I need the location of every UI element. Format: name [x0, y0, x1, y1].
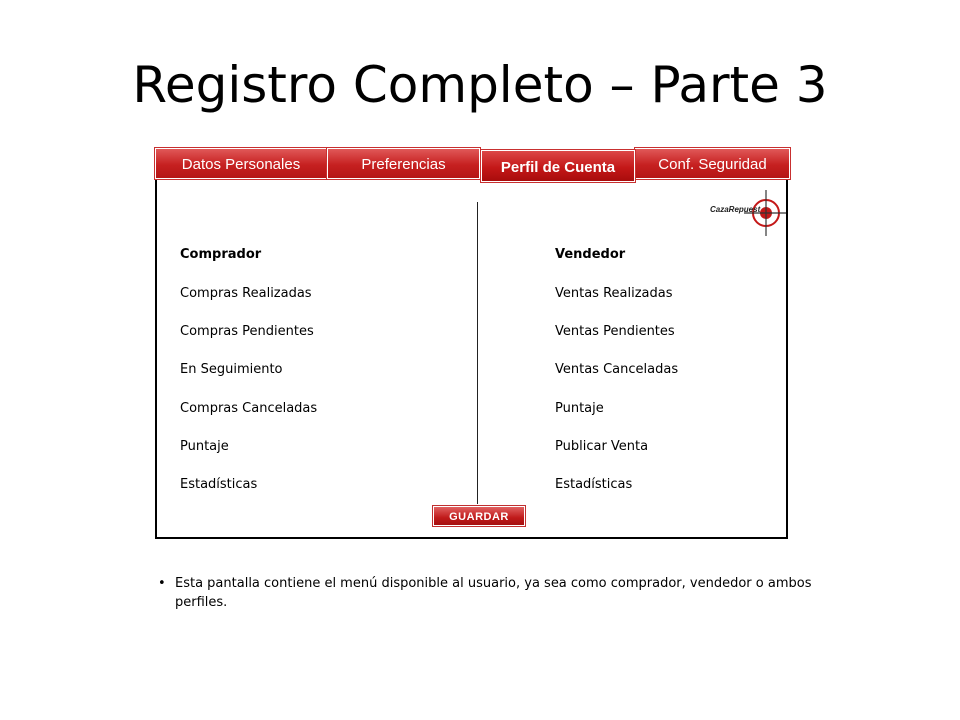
menu-buyer-estadisticas[interactable]: Estadísticas	[180, 477, 258, 492]
menu-compras-pendientes[interactable]: Compras Pendientes	[180, 324, 314, 339]
menu-buyer-puntaje[interactable]: Puntaje	[180, 439, 229, 454]
logo-text: CazaRepuest	[710, 205, 761, 214]
menu-compras-canceladas[interactable]: Compras Canceladas	[180, 401, 318, 416]
seller-heading: Vendedor	[555, 247, 626, 262]
tab-perfil-de-cuenta[interactable]: Perfil de Cuenta	[481, 150, 635, 182]
column-divider	[477, 202, 478, 504]
menu-ventas-pendientes[interactable]: Ventas Pendientes	[555, 324, 675, 339]
description-text: Esta pantalla contiene el menú disponible al usuario, ya sea como comprador, vendedor o ambos perfiles.	[175, 576, 812, 610]
tab-conf-seguridad[interactable]: Conf. Seguridad	[635, 148, 790, 179]
menu-ventas-canceladas[interactable]: Ventas Canceladas	[555, 362, 679, 377]
page-title: Registro Completo – Parte 3	[132, 56, 828, 114]
tab-datos-personales[interactable]: Datos Personales	[155, 148, 327, 179]
menu-en-seguimiento[interactable]: En Seguimiento	[180, 362, 283, 377]
menu-seller-puntaje[interactable]: Puntaje	[555, 401, 604, 416]
tab-preferencias[interactable]: Preferencias	[327, 148, 480, 179]
cazarepuest-logo	[708, 188, 788, 238]
menu-compras-realizadas[interactable]: Compras Realizadas	[180, 286, 312, 301]
menu-publicar-venta[interactable]: Publicar Venta	[555, 439, 649, 454]
menu-ventas-realizadas[interactable]: Ventas Realizadas	[555, 286, 673, 301]
buyer-heading: Comprador	[180, 247, 262, 262]
menu-seller-estadisticas[interactable]: Estadísticas	[555, 477, 633, 492]
bullet-marker: •	[158, 576, 166, 591]
save-button[interactable]: GUARDAR	[433, 506, 525, 526]
description-note	[158, 574, 818, 612]
logo-graphic	[708, 188, 788, 238]
